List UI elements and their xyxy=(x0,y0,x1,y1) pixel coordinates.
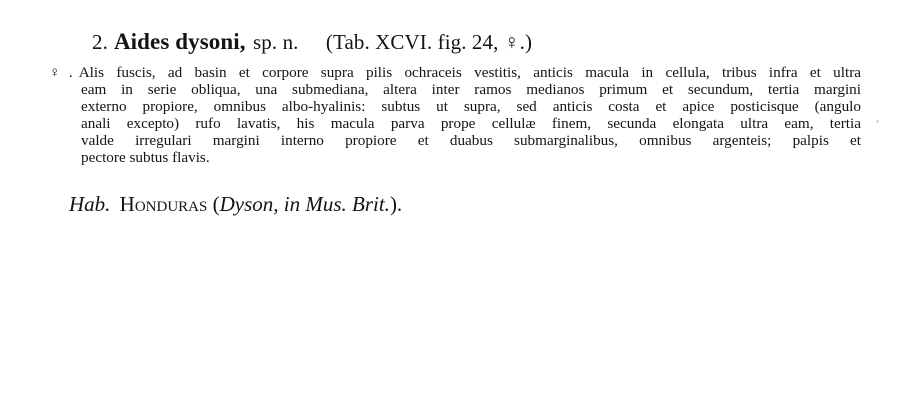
female-symbol: ♀. xyxy=(49,64,73,81)
plate-reference: (Tab. XCVI. fig. 24, ♀.) xyxy=(325,30,533,54)
description-line: anali excepto) rufo lavatis, his macula parva prope cellulæ finem, secunda elongata ultra eam, tertia xyxy=(81,115,861,132)
habitat-close-paren: ). xyxy=(389,192,403,216)
description-line: pectore subtus flavis. xyxy=(81,149,210,166)
description-line: eam in serie obliqua, una submediana, altera inter ramos medianos primum et secundum, tertia margini xyxy=(81,81,861,98)
description-line: ♀. Alis fuscis, ad basin et corpore supra pilis ochraceis vestitis, anticis macula in cellula, tribus infra et ultra xyxy=(49,64,861,81)
species-status: sp. n. xyxy=(253,30,299,54)
habitat-collector: Dyson, in Mus. Brit. xyxy=(219,192,390,216)
habitat-label: Hab. xyxy=(69,192,111,216)
habitat-locality: Honduras xyxy=(119,192,208,216)
species-name: Aides dysoni, xyxy=(113,29,246,54)
habitat-open-paren: ( xyxy=(212,192,220,216)
habitat-line xyxy=(69,192,402,217)
species-description xyxy=(49,64,861,166)
description-line: externo propiore, omnibus albo-hyalinis: subtus ut supra, sed anticis costa et apice posticisque (angulo xyxy=(81,98,861,115)
paper-speck xyxy=(876,120,879,123)
species-heading xyxy=(92,29,532,55)
description-line: valde irregulari margini interno propiore et duabus submarginalibus, omnibus argenteis; palpis et xyxy=(81,132,861,149)
entry-number: 2. xyxy=(92,30,108,54)
